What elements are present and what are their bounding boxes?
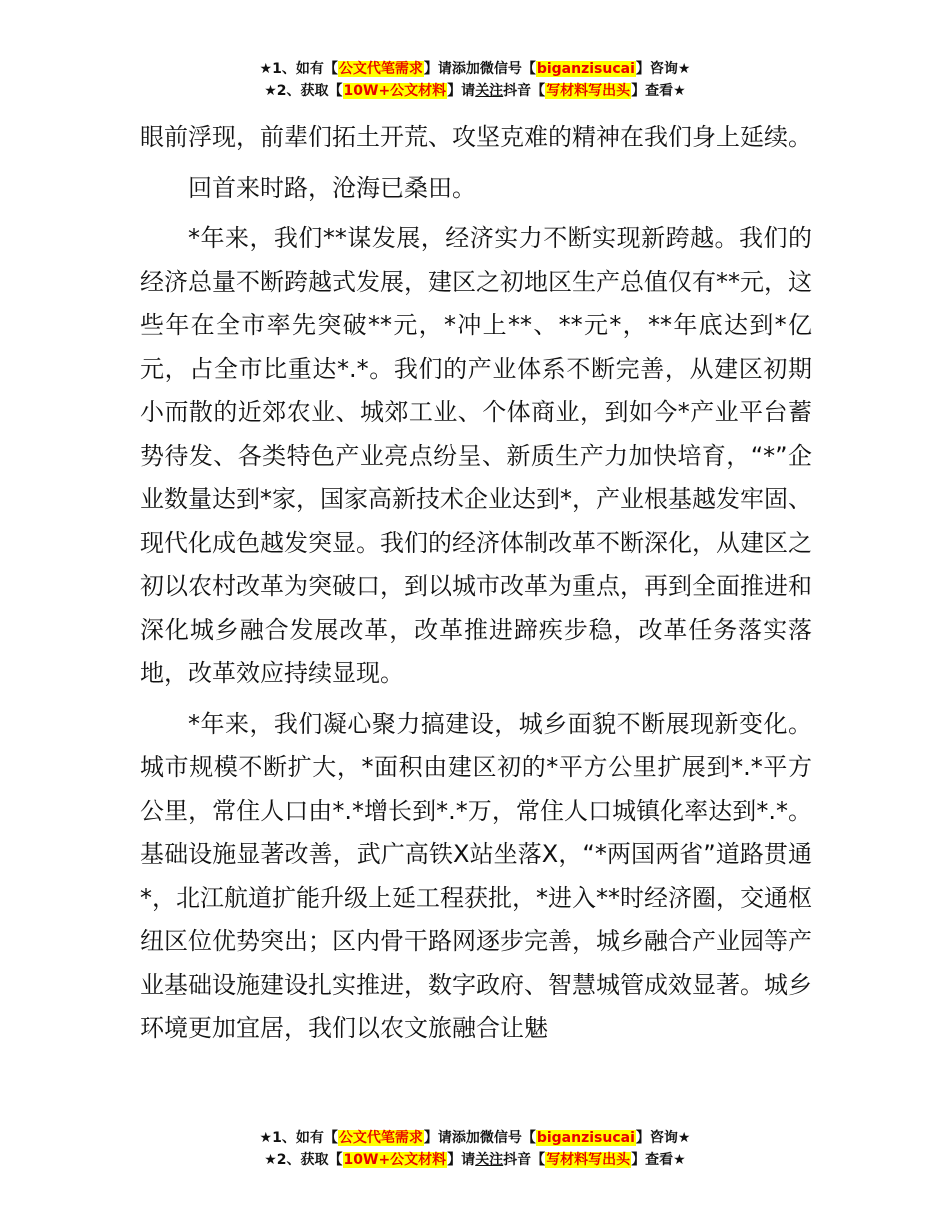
- banner-text: 】请: [423, 61, 452, 77]
- footer-line-1: [0, 1127, 950, 1149]
- paragraph: 眼前浮现，前辈们拓土开荒、攻坚克难的精神在我们身上延续。: [140, 123, 812, 151]
- banner-text: 】咨询★: [635, 61, 691, 77]
- banner-text: ★1、如有【: [259, 61, 338, 77]
- banner-text: 】请: [447, 83, 476, 99]
- banner-text: ★2、获取【: [264, 83, 343, 99]
- banner-text: 抖音【: [503, 83, 546, 99]
- banner-emphasis: 关注: [475, 1152, 504, 1168]
- banner-text: 】请: [423, 1130, 452, 1146]
- paragraph: 回首来时路，沧海已桑田。: [188, 173, 476, 202]
- banner-text: ★1、如有【: [259, 1130, 338, 1146]
- header-line-1: [0, 58, 950, 80]
- banner-text: ★2、获取【: [264, 1152, 343, 1168]
- header-line-2: [0, 80, 950, 102]
- banner-emphasis: 添加: [451, 1130, 480, 1146]
- banner-text: 】咨询★: [635, 1130, 691, 1146]
- highlight-douyin-account: 写材料写出头: [546, 83, 631, 99]
- highlight-materials: 10W+公文材料: [343, 83, 447, 99]
- document-body: [140, 116, 812, 1058]
- banner-text: 微信号【: [479, 61, 536, 77]
- paragraph: *年来，我们**谋发展，经济实力不断实现新跨越。我们的经济总量不断跨越式发展，建区之初地区生产总值仅有**元，这些年在全市率先突破**元，*冲上**、**元*，**年底达到*亿元，占全市比重达*.*。我们的产业体系不断完善，从建区初期小而散的近郊农业、城郊工业、个体商业，到如今*产业平台蓄势待发、各类特色产业亮点纷呈、新质生产力加快培育，“*”企业数量达到*家，国家高新技术企业达到*，产业根基越发牢固、现代化成色越发突显。我们的经济体制改革不断深化，从建区之初以农村改革为突破口，到以城市改革为重点，再到全面推进和深化城乡融合发展改革，改革推进蹄疾步稳，改革任务落实落地，改革效应持续显现。: [140, 224, 812, 687]
- banner-emphasis: 添加: [451, 61, 480, 77]
- banner-text: 】查看★: [631, 83, 686, 99]
- banner-text: 抖音【: [503, 1152, 546, 1168]
- header-banner: [0, 58, 950, 102]
- highlight-service: 公文代笔需求: [338, 61, 423, 77]
- footer-banner: [0, 1127, 950, 1171]
- highlight-wechat-id: biganzisucai: [536, 1130, 635, 1146]
- footer-line-2: [0, 1149, 950, 1171]
- highlight-materials: 10W+公文材料: [343, 1152, 447, 1168]
- banner-text: 微信号【: [479, 1130, 536, 1146]
- banner-emphasis: 关注: [475, 83, 504, 99]
- highlight-service: 公文代笔需求: [338, 1130, 423, 1146]
- highlight-douyin-account: 写材料写出头: [546, 1152, 631, 1168]
- paragraph: *年来，我们凝心聚力搞建设，城乡面貌不断展现新变化。城市规模不断扩大，*面积由建区初的*平方公里扩展到*.*平方公里，常住人口由*.*增长到*.*万，常住人口城镇化率达到*.*。基础设施显著改善，武广高铁X站坐落X，“*两国两省”道路贯通*，北江航道扩能升级上延工程获批，*进入**时经济圈，交通枢纽区位优势突出；区内骨干路网逐步完善，城乡融合产业园等产业基础设施建设扎实推进，数字政府、智慧城管成效显著。城乡环境更加宜居，我们以农文旅融合让魅: [140, 709, 812, 1042]
- banner-text: 】请: [447, 1152, 476, 1168]
- highlight-wechat-id: biganzisucai: [536, 61, 635, 77]
- banner-text: 】查看★: [631, 1152, 686, 1168]
